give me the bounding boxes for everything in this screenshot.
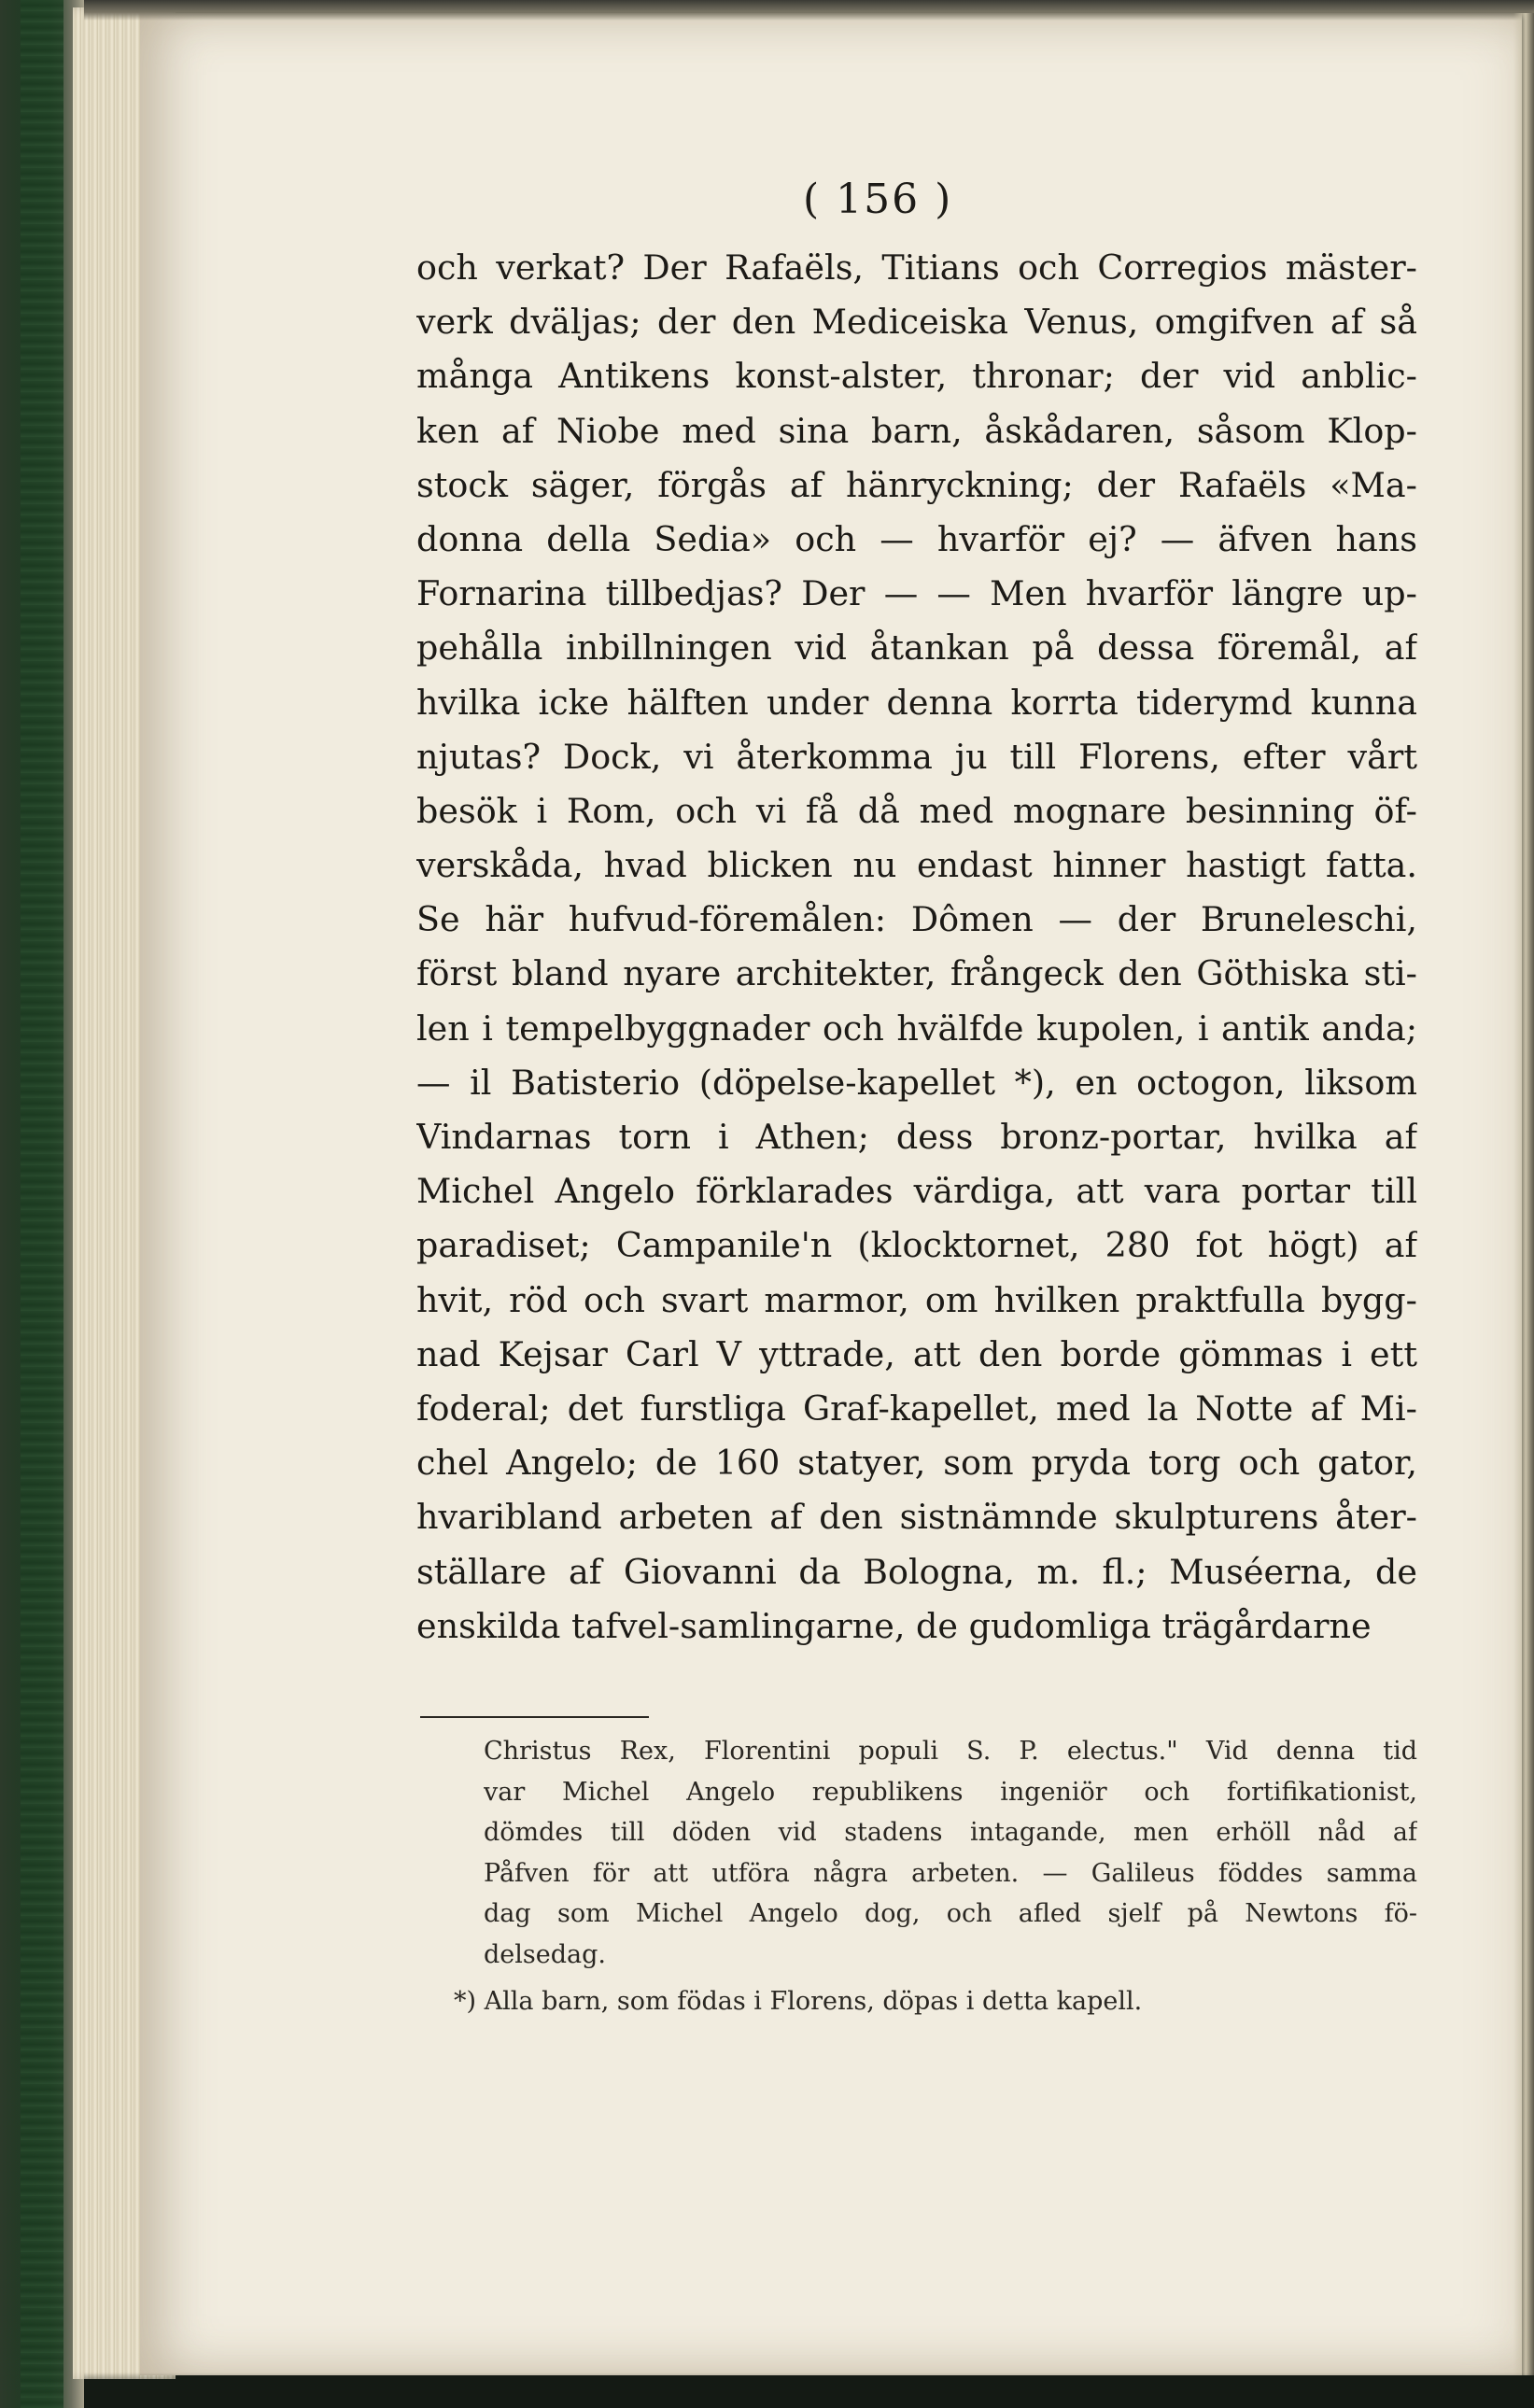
text-line: foderal; det furstliga Graf-kapellet, med la Notte af Mi-	[416, 1387, 1417, 1429]
footnote-divider	[420, 1716, 649, 1718]
footnote-line: Påfven för att utföra några arbeten. — Galileus föddes samma	[484, 1858, 1417, 1888]
text-line: paradiset; Campanile'n (klocktornet, 280 fot högt) af	[416, 1225, 1417, 1266]
footnote-line: dag som Michel Angelo dog, och afled sjelf på Newtons fö-	[484, 1899, 1417, 1928]
text-line: Fornarina tillbedjas? Der — — Men hvarför längre up-	[416, 573, 1417, 614]
text-line: donna della Sedia» och — hvarför ej? — äfven hans	[416, 518, 1417, 559]
text-line: verk dväljas; der den Mediceiska Venus, omgifven af så	[416, 302, 1417, 343]
footnote-line: dömdes till döden vid stadens intagande, men erhöll nåd af	[484, 1818, 1417, 1847]
text-line: — il Batisterio (döpelse-kapellet *), en octogon, liksom	[416, 1062, 1417, 1103]
footnote-continued	[484, 1731, 1417, 1975]
footnote-asterisk: *) Alla barn, som födas i Florens, döpas i detta kapell.	[454, 1987, 1143, 2016]
text-line: ställare af Giovanni da Bologna, m. fl.; Muséerna, de	[416, 1551, 1417, 1592]
text-line: Michel Angelo förklarades värdiga, att vara portar till	[416, 1171, 1417, 1212]
text-line: verskåda, hvad blicken nu endast hinner hastigt fatta.	[416, 845, 1417, 886]
text-line: hvilka icke hälften under denna korrta tiderymd kunna	[416, 682, 1417, 723]
text-line: besök i Rom, och vi få då med mognare besinning öf-	[416, 790, 1417, 831]
text-line: enskilda tafvel-samlingarne, de gudomliga trägårdarne	[416, 1605, 1372, 1646]
text-line: och verkat? Der Rafaëls, Titians och Corregios mäster-	[416, 247, 1417, 288]
text-line: njutas? Dock, vi återkomma ju till Florens, efter vårt	[416, 736, 1417, 777]
text-line: nad Kejsar Carl V yttrade, att den borde gömmas i ett	[416, 1333, 1417, 1374]
footnote-line: Christus Rex, Florentini populi S. P. electus." Vid denna tid	[484, 1737, 1417, 1766]
text-line: Vindarnas torn i Athen; dess bronz-portar, hvilka af	[416, 1117, 1417, 1157]
book-spine	[21, 0, 63, 2408]
text-line: len i tempelbyggnader och hvälfde kupolen, i antik anda;	[416, 1007, 1417, 1049]
text-line: många Antikens konst-alster, thronar; der vid anblic-	[416, 356, 1417, 397]
text-line: ken af Niobe med sina barn, åskådaren, såsom Klop-	[416, 410, 1417, 451]
footnote-line: delsedag.	[484, 1939, 606, 1969]
text-line: först bland nyare architekter, frångeck den Göthiska sti-	[416, 953, 1417, 994]
page-top-edge	[84, 0, 1534, 21]
text-line: pehålla inbillningen vid åtankan på dessa föremål, af	[416, 627, 1417, 669]
page-bottom-edge	[84, 2373, 1534, 2408]
text-line: Se här hufvud-föremålen: Dômen — der Bruneleschi,	[416, 899, 1417, 940]
page-right-edge	[1513, 13, 1534, 2375]
footnote-line: var Michel Angelo republikens ingeniör och fortifikationist,	[484, 1777, 1417, 1807]
page-number: ( 156 )	[803, 176, 953, 223]
text-line: chel Angelo; de 160 statyer, som pryda torg och gator,	[416, 1443, 1417, 1484]
text-line: hvaribland arbeten af den sistnämnde skulpturens åter-	[416, 1497, 1417, 1538]
book-cover	[0, 0, 84, 2408]
text-line: hvit, röd och svart marmor, om hvilken praktfulla bygg-	[416, 1279, 1417, 1320]
text-line: stock säger, förgås af hänryckning; der Rafaëls «Ma-	[416, 464, 1417, 505]
main-text	[416, 241, 1417, 1654]
